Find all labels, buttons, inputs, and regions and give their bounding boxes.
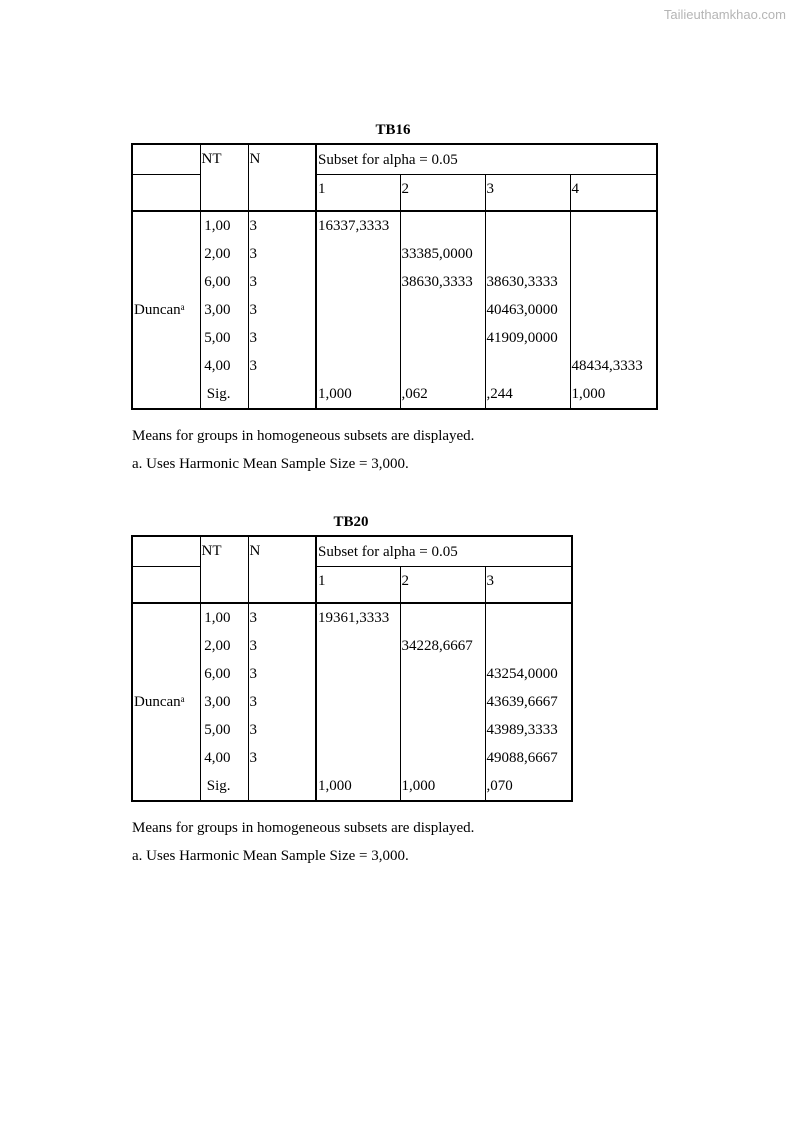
table-row	[132, 268, 657, 296]
table-row	[132, 296, 657, 324]
nt-cell: 6,00	[200, 268, 248, 296]
mean-cell: 16337,3333	[316, 211, 400, 240]
n-cell: 3	[248, 296, 316, 324]
n-cell: 3	[248, 716, 316, 744]
header-subset: Subset for alpha = 0.05	[316, 536, 572, 567]
header-nt: NT	[200, 144, 248, 211]
mean-cell	[485, 632, 572, 660]
mean-cell	[316, 632, 400, 660]
header-corner-2	[132, 567, 200, 604]
table-title: TB20	[333, 514, 369, 530]
table-note: Means for groups in homogeneous subsets are displayed.	[132, 820, 475, 836]
header-n: N	[248, 536, 316, 603]
header-subset-col: 4	[570, 175, 657, 212]
sig-cell: ,062	[400, 380, 485, 409]
sig-cell: 1,000	[316, 772, 400, 801]
n-cell: 3	[248, 268, 316, 296]
table-note: Means for groups in homogeneous subsets are displayed.	[132, 428, 475, 444]
nt-cell: 3,00	[200, 688, 248, 716]
mean-cell	[400, 660, 485, 688]
nt-cell: 4,00	[200, 352, 248, 380]
mean-cell	[316, 268, 400, 296]
nt-cell: 2,00	[200, 632, 248, 660]
nt-cell: 2,00	[200, 240, 248, 268]
mean-cell: 33385,0000	[400, 240, 485, 268]
mean-cell	[570, 324, 657, 352]
mean-cell: 49088,6667	[485, 744, 572, 772]
mean-cell: 40463,0000	[485, 296, 570, 324]
mean-cell	[400, 744, 485, 772]
sig-cell: ,070	[485, 772, 572, 801]
n-cell: 3	[248, 352, 316, 380]
mean-cell: 38630,3333	[400, 268, 485, 296]
n-cell: 3	[248, 744, 316, 772]
watermark: Tailieuthamkhao.com	[663, 7, 786, 22]
n-cell: 3	[248, 688, 316, 716]
mean-cell	[400, 211, 485, 240]
nt-cell: 4,00	[200, 744, 248, 772]
header-subset-col: 3	[485, 567, 572, 604]
mean-cell: 48434,3333	[570, 352, 657, 380]
mean-cell	[316, 324, 400, 352]
header-n: N	[248, 144, 316, 211]
mean-cell	[400, 716, 485, 744]
table-footnote: a. Uses Harmonic Mean Sample Size = 3,000.	[132, 848, 409, 864]
duncan-table	[131, 143, 658, 410]
nt-cell: 5,00	[200, 716, 248, 744]
header-corner	[132, 144, 200, 175]
mean-cell	[316, 296, 400, 324]
table-title: TB16	[375, 122, 411, 138]
nt-cell: 3,00	[200, 296, 248, 324]
mean-cell: 41909,0000	[485, 324, 570, 352]
table-row	[132, 211, 657, 240]
mean-cell	[316, 240, 400, 268]
method-label: Duncan$^a$	[132, 603, 200, 801]
header-nt: NT	[200, 536, 248, 603]
table-footnote: a. Uses Harmonic Mean Sample Size = 3,000.	[132, 456, 409, 472]
header-subset: Subset for alpha = 0.05	[316, 144, 657, 175]
header-subset-col: 2	[400, 567, 485, 604]
mean-cell: 19361,3333	[316, 603, 400, 632]
n-cell: 3	[248, 632, 316, 660]
table-row	[132, 240, 657, 268]
header-subset-col: 3	[485, 175, 570, 212]
method-label: Duncan$^a$	[132, 211, 200, 409]
mean-cell: 43989,3333	[485, 716, 572, 744]
header-corner	[132, 536, 200, 567]
mean-cell	[485, 352, 570, 380]
mean-cell: 38630,3333	[485, 268, 570, 296]
sig-cell: 1,000	[570, 380, 657, 409]
nt-cell: 5,00	[200, 324, 248, 352]
sig-cell: 1,000	[400, 772, 485, 801]
mean-cell	[570, 296, 657, 324]
table-row-sig	[132, 380, 657, 409]
sig-cell: 1,000	[316, 380, 400, 409]
mean-cell: 43639,6667	[485, 688, 572, 716]
table-row	[132, 603, 572, 632]
mean-cell	[485, 603, 572, 632]
nt-cell: 6,00	[200, 660, 248, 688]
mean-cell	[400, 688, 485, 716]
n-cell: 3	[248, 240, 316, 268]
n-cell: 3	[248, 660, 316, 688]
mean-cell	[570, 240, 657, 268]
sig-cell: ,244	[485, 380, 570, 409]
mean-cell	[570, 211, 657, 240]
mean-cell	[316, 352, 400, 380]
mean-cell	[400, 296, 485, 324]
n-cell: 3	[248, 603, 316, 632]
table-row	[132, 352, 657, 380]
header-subset-col: 2	[400, 175, 485, 212]
n-cell: 3	[248, 211, 316, 240]
header-subset-col: 1	[316, 175, 400, 212]
n-cell	[248, 380, 316, 409]
mean-cell	[400, 603, 485, 632]
duncan-table	[131, 535, 573, 802]
mean-cell	[316, 744, 400, 772]
mean-cell	[400, 352, 485, 380]
nt-cell: Sig.	[200, 380, 248, 409]
n-cell: 3	[248, 324, 316, 352]
header-subset-col: 1	[316, 567, 400, 604]
mean-cell: 34228,6667	[400, 632, 485, 660]
nt-cell: Sig.	[200, 772, 248, 801]
mean-cell	[400, 324, 485, 352]
mean-cell: 43254,0000	[485, 660, 572, 688]
header-corner-2	[132, 175, 200, 212]
mean-cell	[485, 240, 570, 268]
table-row	[132, 324, 657, 352]
n-cell	[248, 772, 316, 801]
mean-cell	[316, 688, 400, 716]
mean-cell	[316, 660, 400, 688]
mean-cell	[485, 211, 570, 240]
nt-cell: 1,00	[200, 603, 248, 632]
nt-cell: 1,00	[200, 211, 248, 240]
mean-cell	[316, 716, 400, 744]
mean-cell	[570, 268, 657, 296]
